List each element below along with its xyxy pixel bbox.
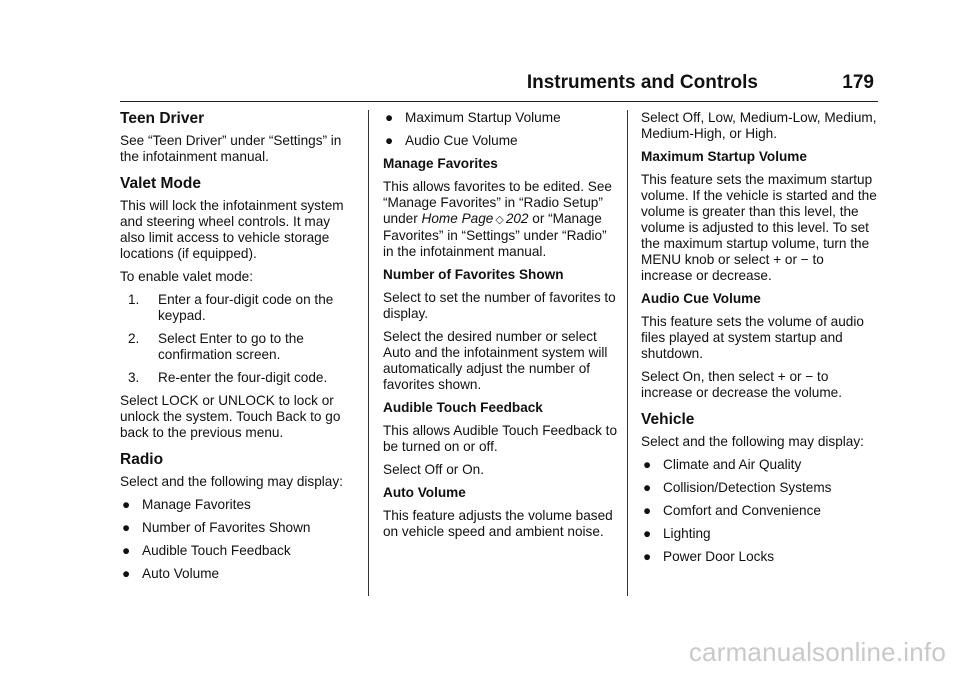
subheading-number-of-favorites: Number of Favorites Shown [383, 267, 564, 282]
step-number: 1. [128, 292, 140, 307]
bullet-icon: ● [122, 566, 131, 581]
cross-reference-page[interactable]: 202 [505, 211, 529, 226]
bullet-icon: ● [643, 549, 652, 564]
list-item [120, 520, 356, 536]
list-item-text: Lighting [663, 526, 711, 541]
step-number: 2. [128, 331, 140, 346]
bullet-icon: ● [385, 133, 394, 148]
list-item-text: Maximum Startup Volume [405, 110, 561, 125]
paragraph: This will lock the infotainment system and steering wheel controls. It may also limit access to vehicle storage locations (if equipped). [120, 198, 344, 261]
watermark: carmanualsonline.info [688, 637, 946, 667]
heading-teen-driver: Teen Driver [120, 110, 205, 127]
list-item [641, 503, 877, 519]
column-1 [120, 106, 356, 589]
section-title: Instruments and Controls [526, 72, 758, 93]
paragraph-text: This allows favorites to be edited. See “Manage Favorites” in “Radio Setup” under [383, 179, 612, 226]
list-item-text: Number of Favorites Shown [142, 520, 311, 535]
numbered-step [120, 370, 356, 386]
column-divider [627, 110, 628, 596]
cross-reference-link[interactable]: Home Page [421, 211, 494, 226]
subheading-manage-favorites: Manage Favorites [383, 156, 498, 171]
paragraph: Select On, then select + or − to increase or decrease the volume. [641, 369, 842, 400]
step-text: Re-enter the four-digit code. [158, 370, 328, 385]
page-number: 179 [842, 72, 874, 93]
step-text: Enter a four-digit code on the keypad. [158, 292, 334, 323]
list-item [383, 110, 619, 126]
numbered-step [120, 292, 356, 324]
step-text: Select Enter to go to the confirmation screen. [158, 331, 304, 362]
list-item [641, 549, 877, 565]
column-3 [641, 106, 877, 572]
paragraph: This feature sets the volume of audio files played at system startup and shutdown. [641, 314, 864, 361]
list-item-text: Audible Touch Feedback [142, 543, 291, 558]
heading-valet-mode: Valet Mode [120, 175, 201, 192]
paragraph-cross-reference [383, 179, 619, 260]
list-item-text: Manage Favorites [142, 497, 251, 512]
paragraph: This feature sets the maximum startup volume. If the vehicle is started and the volume is greater than this level, the volume is adjusted to this level. To set the maximum startup volume, turn the MENU knob or select + or − to increase or decrease. [641, 172, 877, 283]
list-item [641, 480, 877, 496]
page-reference-icon: ◇ [495, 214, 504, 226]
list-item-text: Audio Cue Volume [405, 133, 518, 148]
subheading-audible-touch-feedback: Audible Touch Feedback [383, 400, 543, 415]
paragraph: Select LOCK or UNLOCK to lock or unlock the system. Touch Back to go back to the previous menu. [120, 393, 341, 440]
paragraph: Select Off or On. [383, 462, 484, 477]
bullet-icon: ● [122, 497, 131, 512]
column-2 [383, 106, 619, 547]
paragraph: Select the desired number or select Auto and the infotainment system will automatically adjust the number of favorites shown. [383, 329, 608, 392]
subheading-maximum-startup-volume: Maximum Startup Volume [641, 149, 807, 164]
paragraph: This allows Audible Touch Feedback to be turned on or off. [383, 423, 617, 454]
bullet-icon: ● [643, 480, 652, 495]
bullet-icon: ● [643, 457, 652, 472]
page-header [120, 64, 878, 102]
list-item [641, 457, 877, 473]
bullet-icon: ● [385, 110, 394, 125]
step-number: 3. [128, 370, 140, 385]
paragraph: See “Teen Driver” under “Settings” in the infotainment manual. [120, 133, 342, 164]
bullet-icon: ● [122, 543, 131, 558]
paragraph: Select Off, Low, Medium-Low, Medium, Medium-High, or High. [641, 110, 877, 141]
bullet-icon: ● [122, 520, 131, 535]
column-divider [368, 110, 369, 596]
paragraph: Select and the following may display: [641, 434, 864, 449]
list-item [120, 543, 356, 559]
list-item-text: Comfort and Convenience [663, 503, 821, 518]
paragraph: Select and the following may display: [120, 474, 343, 489]
paragraph: To enable valet mode: [120, 269, 254, 284]
subheading-audio-cue-volume: Audio Cue Volume [641, 291, 761, 306]
list-item [120, 497, 356, 513]
paragraph: Select to set the number of favorites to display. [383, 290, 616, 321]
bullet-icon: ● [643, 526, 652, 541]
heading-radio: Radio [120, 451, 164, 468]
subheading-auto-volume: Auto Volume [383, 485, 466, 500]
list-item-text: Power Door Locks [663, 549, 775, 564]
paragraph: This feature adjusts the volume based on vehicle speed and ambient noise. [383, 508, 613, 539]
bullet-icon: ● [643, 503, 652, 518]
list-item-text: Auto Volume [142, 566, 220, 581]
heading-vehicle: Vehicle [641, 411, 695, 428]
list-item-text: Climate and Air Quality [663, 457, 802, 472]
list-item [641, 526, 877, 542]
list-item [120, 566, 356, 582]
paragraph-text: or “Manage Favorites” in “Settings” under “Radio” in the infotainment manual. [383, 211, 607, 259]
list-item [383, 133, 619, 149]
numbered-step [120, 331, 356, 363]
list-item-text: Collision/Detection Systems [663, 480, 832, 495]
